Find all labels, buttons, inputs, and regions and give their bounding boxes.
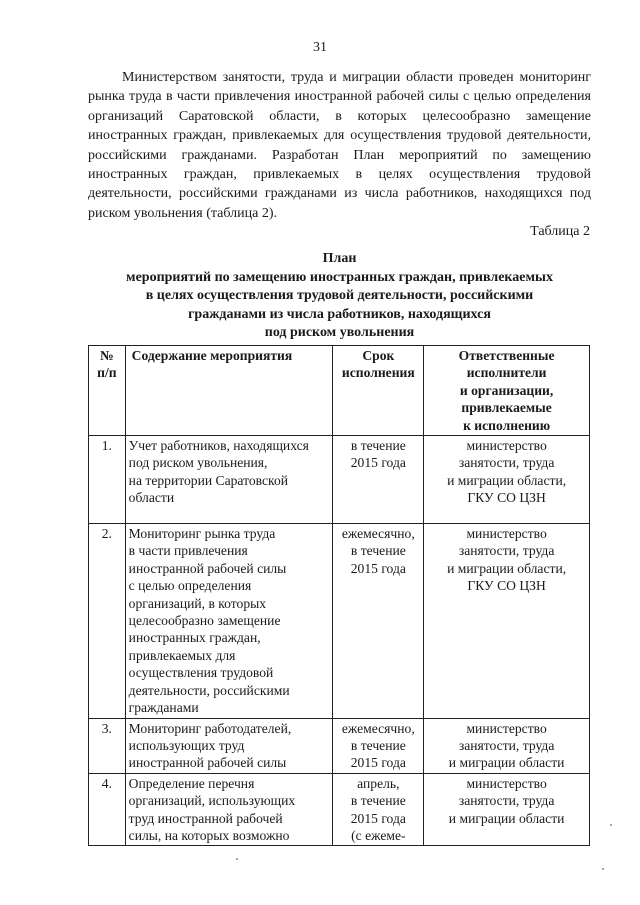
row-responsible xyxy=(424,524,590,718)
header-num xyxy=(89,346,126,436)
row-responsible xyxy=(424,718,590,773)
row-num: 1. xyxy=(89,436,126,524)
row-responsible-line: занятости, труда xyxy=(458,737,555,753)
heading-line: под риском увольнения xyxy=(264,325,415,341)
row-term-line: (с ежеме- xyxy=(351,827,406,843)
plan-table xyxy=(88,345,590,846)
row-content-line: на территории Саратовской xyxy=(128,472,289,488)
page-number: 31 xyxy=(313,40,327,55)
row-term-line: в течение xyxy=(350,793,406,809)
header-responsible-line: и организации, xyxy=(459,382,554,398)
row-term-line: в течение xyxy=(350,737,406,753)
row-term-line: ежемесячно, xyxy=(341,720,415,736)
table-row xyxy=(89,524,590,718)
row-content xyxy=(125,436,333,524)
scan-speck xyxy=(610,824,612,826)
row-responsible-line: ГКУ СО ЦЗН xyxy=(467,578,546,594)
row-content-line: труд иностранной рабочей xyxy=(128,810,283,826)
row-responsible xyxy=(424,436,590,524)
header-num-line: п/п xyxy=(97,365,117,381)
row-responsible-line: и миграции области, xyxy=(447,472,567,488)
row-content-line: организаций, использующих xyxy=(128,793,296,809)
row-content-line: осуществления трудовой xyxy=(128,665,274,681)
header-content xyxy=(125,346,333,436)
row-num: 3. xyxy=(89,718,126,773)
row-responsible-line: занятости, труда xyxy=(458,543,555,559)
row-term xyxy=(333,773,424,846)
heading-line: мероприятий по замещению иностранных граждан, привлекаемых xyxy=(126,269,553,285)
row-term-line: апрель, xyxy=(357,775,400,791)
row-content-line: иностранных граждан, xyxy=(128,630,261,646)
row-content-line: Учет работников, находящихся xyxy=(128,438,309,454)
row-responsible-line: министерство xyxy=(466,526,547,542)
row-content-line: гражданами xyxy=(128,700,199,716)
header-responsible xyxy=(424,346,590,436)
header-responsible-line: к исполнению xyxy=(463,417,551,433)
row-term-line: 2015 года xyxy=(350,560,406,576)
plan-heading xyxy=(88,250,591,343)
row-content-line: с целью определения xyxy=(128,578,252,594)
row-responsible-line: и миграции области xyxy=(448,755,565,771)
intro-paragraph: Министерством занятости, труда и миграции области проведен мониторинг рынка труда в части привлечения иностранной рабочей силы с целью определения организаций Саратовской области, в которых целесообразно замещение иностранных граждан, привлекаемых для осуществления трудовой деятельности, российскими гражданами. Разработан План мероприятий по замещению иностранных граждан, привлекаемых в целях осуществления трудовой деятельности, российскими гражданами из числа работников, находящихся под риском увольнения (таблица 2). xyxy=(88,70,591,221)
header-term-line: исполнения xyxy=(341,365,415,381)
row-content-line: деятельности, российскими xyxy=(128,682,290,698)
heading-line: План xyxy=(322,251,357,266)
row-content-line: привлекаемых для xyxy=(128,647,236,663)
table-row xyxy=(89,718,590,773)
table-row xyxy=(89,773,590,846)
row-content-line: организаций, в которых xyxy=(128,595,267,611)
scan-speck xyxy=(602,868,604,870)
row-responsible-line: министерство xyxy=(466,775,547,791)
header-content-line: Содержание мероприятия xyxy=(131,348,293,363)
table-label: Таблица 2 xyxy=(530,224,590,239)
row-content-line: под риском увольнения, xyxy=(128,455,268,471)
row-content-line: Мониторинг рынка труда xyxy=(128,526,276,542)
row-responsible-line: занятости, труда xyxy=(458,455,555,471)
heading-line: в целях осуществления трудовой деятельности, российскими xyxy=(145,288,534,304)
row-term xyxy=(333,436,424,524)
row-num: 4. xyxy=(89,773,126,846)
row-content xyxy=(125,773,333,846)
row-responsible-line: министерство xyxy=(466,720,547,736)
row-num: 2. xyxy=(89,524,126,718)
row-term-line: в течение xyxy=(350,543,406,559)
row-term xyxy=(333,524,424,718)
row-content-line: области xyxy=(128,490,175,506)
row-term-line: ежемесячно, xyxy=(341,526,415,542)
row-responsible-line: и миграции области xyxy=(448,810,565,826)
row-responsible-line: ГКУ СО ЦЗН xyxy=(467,490,546,506)
table-row xyxy=(89,436,590,524)
row-responsible-line: и миграции области, xyxy=(447,560,567,576)
row-content-line: иностранной рабочей силы xyxy=(128,560,287,576)
row-term-line: 2015 года xyxy=(350,755,406,771)
row-responsible-line: министерство xyxy=(466,438,547,454)
row-content-line: целесообразно замещение xyxy=(128,613,281,629)
table-header-row xyxy=(89,346,590,436)
row-responsible-line: занятости, труда xyxy=(458,793,555,809)
row-content-line: использующих труд xyxy=(128,737,245,753)
header-responsible-line: привлекаемые xyxy=(461,400,552,416)
row-term-line: 2015 года xyxy=(350,810,406,826)
row-responsible xyxy=(424,773,590,846)
header-term xyxy=(333,346,424,436)
row-content-line: силы, на которых возможно xyxy=(128,827,290,843)
row-content-line: Мониторинг работодателей, xyxy=(128,720,292,736)
header-num-line: № xyxy=(100,348,114,363)
row-content-line: в части привлечения xyxy=(128,543,248,559)
header-responsible-line: Ответственные xyxy=(458,348,555,363)
row-content-line: иностранной рабочей силы xyxy=(128,755,287,771)
row-content xyxy=(125,718,333,773)
scan-speck xyxy=(236,858,238,860)
heading-line: гражданами из числа работников, находящихся xyxy=(188,306,491,322)
row-content-line: Определение перечня xyxy=(128,775,255,791)
header-term-line: Срок xyxy=(362,348,395,363)
header-responsible-line: исполнители xyxy=(466,365,547,381)
row-term-line: в течение xyxy=(350,438,406,454)
row-content xyxy=(125,524,333,718)
row-term xyxy=(333,718,424,773)
row-term-line: 2015 года xyxy=(350,455,406,471)
